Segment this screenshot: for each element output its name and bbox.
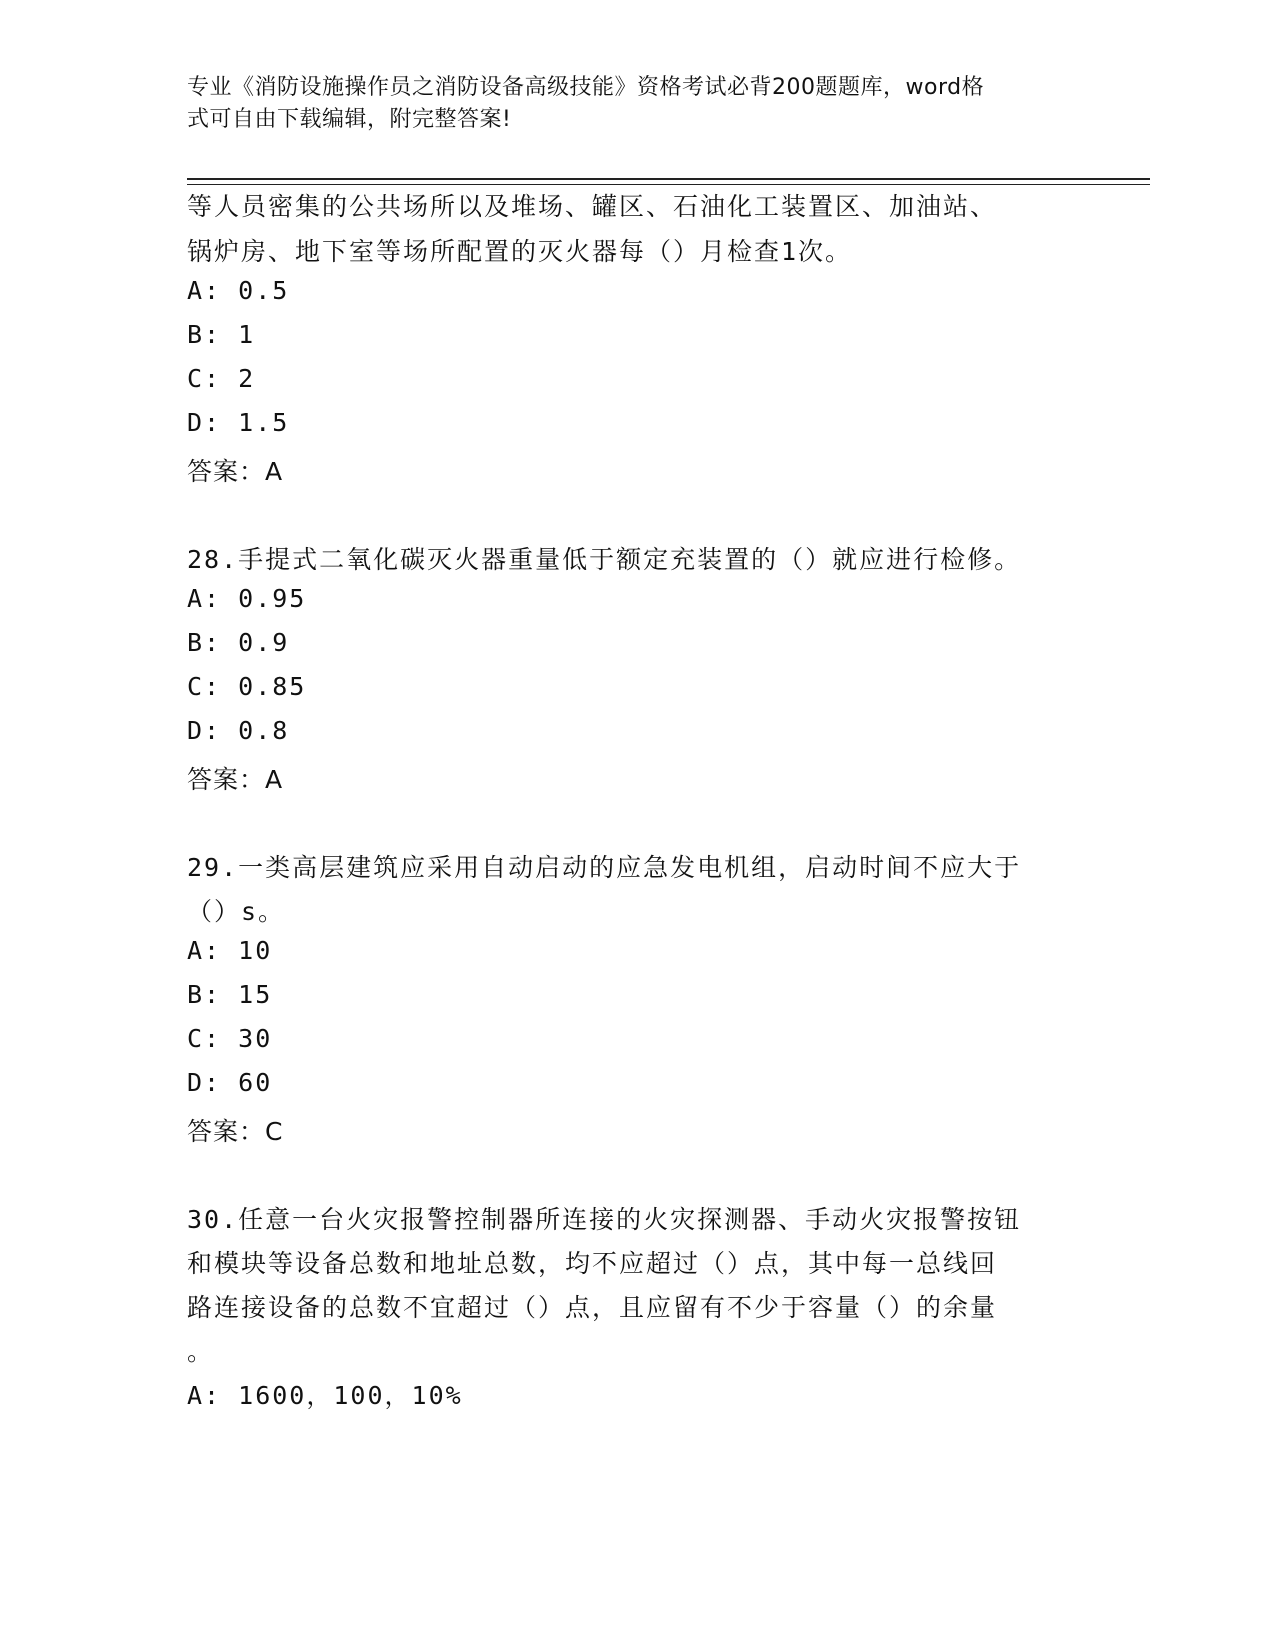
q27-option-d: D: 1.5 xyxy=(187,408,290,437)
header-line-1: 专业《消防设施操作员之消防设备高级技能》资格考试必背200题题库，word格 xyxy=(187,75,985,100)
q27-answer: 答案：A xyxy=(187,457,284,486)
q30-text-line-2: 和模块等设备总数和地址总数，均不应超过（）点，其中每一总线回 xyxy=(187,1249,998,1278)
q29-option-d: D: 60 xyxy=(187,1068,273,1097)
q27-option-a: A: 0.5 xyxy=(187,276,290,305)
q28-option-d: D: 0.8 xyxy=(187,716,290,745)
q29-text-line-2: （）s。 xyxy=(187,897,286,926)
q27-text-line-2: 锅炉房、地下室等场所配置的灭火器每（）月检查1次。 xyxy=(187,237,853,266)
header-line-2: 式可自由下载编辑，附完整答案! xyxy=(187,107,512,132)
q29-option-c: C: 30 xyxy=(187,1024,273,1053)
q30-text-line-3: 路连接设备的总数不宜超过（）点，且应留有不少于容量（）的余量 xyxy=(187,1293,998,1322)
q28-option-c: C: 0.85 xyxy=(187,672,307,701)
q28-answer: 答案：A xyxy=(187,765,284,794)
q27-text-line-1: 等人员密集的公共场所以及堆场、罐区、石油化工装置区、加油站、 xyxy=(187,192,998,221)
q28-text-line-1: 28.手提式二氧化碳灭火器重量低于额定充装置的（）就应进行检修。 xyxy=(187,545,1022,574)
q29-option-b: B: 15 xyxy=(187,980,273,1009)
q30-text-line-1: 30.任意一台火灾报警控制器所连接的火灾探测器、手动火灾报警按钮 xyxy=(187,1205,1022,1234)
header-rule-thick xyxy=(187,178,1150,180)
q27-option-c: C: 2 xyxy=(187,364,256,393)
q29-option-a: A: 10 xyxy=(187,936,273,965)
q27-option-b: B: 1 xyxy=(187,320,256,349)
q28-option-a: A: 0.95 xyxy=(187,584,307,613)
q29-answer: 答案：C xyxy=(187,1117,284,1146)
q29-text-line-1: 29.一类高层建筑应采用自动启动的应急发电机组，启动时间不应大于 xyxy=(187,853,1022,882)
header-rule-thin xyxy=(187,184,1150,185)
q30-option-a: A: 1600，100，10% xyxy=(187,1381,463,1410)
q30-text-line-4: 。 xyxy=(187,1337,215,1366)
document-header xyxy=(187,72,1067,136)
q28-option-b: B: 0.9 xyxy=(187,628,290,657)
